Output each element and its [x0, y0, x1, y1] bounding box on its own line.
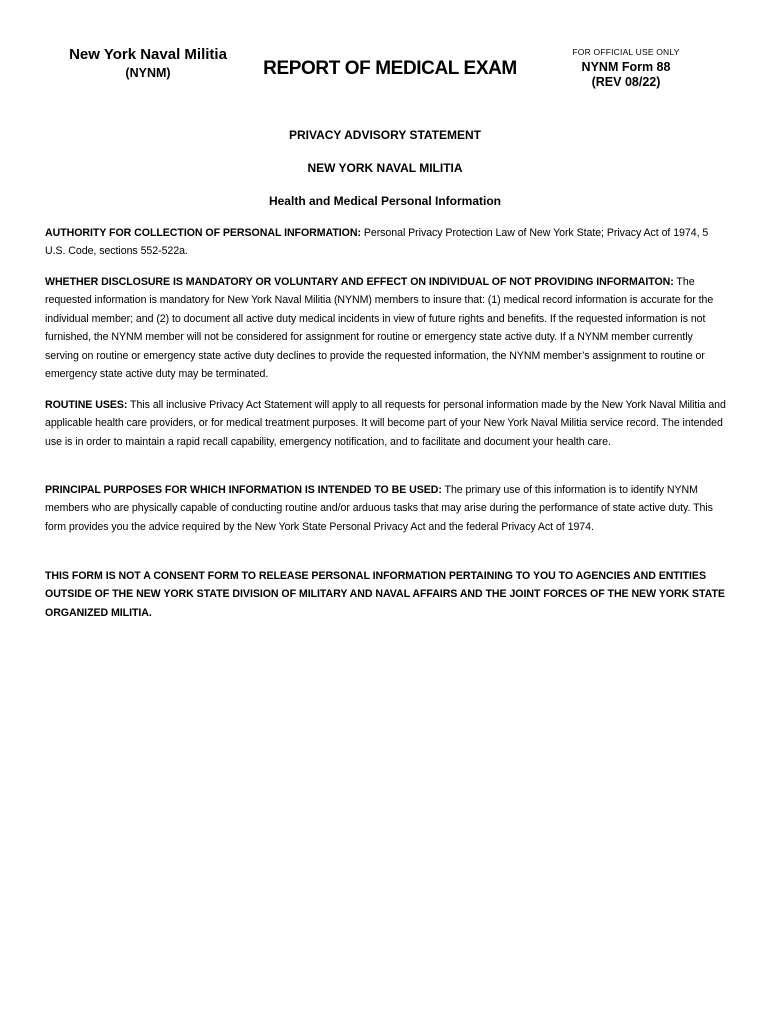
- routine-uses-text: This all inclusive Privacy Act Statement will apply to all requests for personal information made by the New York Naval Militia and applicable health care providers, or for medical treatment purposes. It will become part of your New York Naval Militia service record. The intended use is in order to maintain a rapid recall capability, emergency notification, and to facilitate and document your health care.: [45, 399, 726, 448]
- authority-text: Personal Privacy Protection Law of New York State; Privacy Act of 1974, 5 U.S. Code, sections 552-522a.: [45, 227, 709, 258]
- principal-purposes-paragraph: [45, 481, 727, 536]
- authority-paragraph: [45, 224, 727, 261]
- principal-purposes-text: The primary use of this information is to identify NYNM members who are physically capable of conducting routine and/or arduous tasks that may arise during the performance of state active duty. This form provides you the advice required by the New York State Personal Privacy Act and the federal Privacy Act of 1974.: [45, 484, 713, 533]
- form-number: NYNM Form 88: [581, 60, 671, 74]
- form-identifier-block: [548, 47, 704, 90]
- subject-heading: Health and Medical Personal Information: [268, 194, 502, 208]
- organization-header: [48, 46, 248, 81]
- statement-heading: PRIVACY ADVISORY STATEMENT: [288, 128, 482, 142]
- form-revision: (REV 08/22): [591, 75, 661, 89]
- disclosure-text: The requested information is mandatory for New York Naval Militia (NYNM) members to insure that: (1) medical record information is accurate for the individual member; and (2) to document all active duty medical incidents in view of future rights and benefits. If the requested information is not furnished, the NYNM member will not be considered for assignment for routine or emergency state active duty. If a NYNM member currently serving on routine or emergency state active duty declines to provide the requested information, the NYNM member’s assignment to routine or emergency state active duty may be terminated.: [45, 276, 714, 381]
- disclosure-lead: WHETHER DISCLOSURE IS MANDATORY OR VOLUNTARY AND EFFECT ON INDIVIDUAL OF NOT PROVIDING INFORMAITON:: [45, 276, 674, 288]
- disclosure-paragraph: [45, 273, 727, 383]
- principal-purposes-lead: PRINCIPAL PURPOSES FOR WHICH INFORMATION IS INTENDED TO BE USED:: [45, 484, 442, 496]
- routine-uses-paragraph: [45, 396, 727, 451]
- organization-name: New York Naval Militia: [69, 46, 227, 63]
- routine-uses-lead: ROUTINE USES:: [45, 399, 128, 411]
- official-use-label: FOR OFFICIAL USE ONLY: [572, 47, 680, 57]
- organization-heading: NEW YORK NAVAL MILITIA: [307, 161, 463, 175]
- organization-abbreviation: (NYNM): [125, 66, 171, 80]
- authority-lead: AUTHORITY FOR COLLECTION OF PERSONAL INFORMATION:: [45, 227, 361, 239]
- consent-notice: THIS FORM IS NOT A CONSENT FORM TO RELEASE PERSONAL INFORMATION PERTAINING TO YOU TO AGENCIES AND ENTITIES OUTSIDE OF THE NEW YORK STATE DIVISION OF MILITARY AND NAVAL AFFAIRS AND THE JOINT FORCES OF THE NEW YORK STATE ORGANIZED MILITIA.: [45, 570, 725, 619]
- form-title: REPORT OF MEDICAL EXAM: [263, 58, 517, 79]
